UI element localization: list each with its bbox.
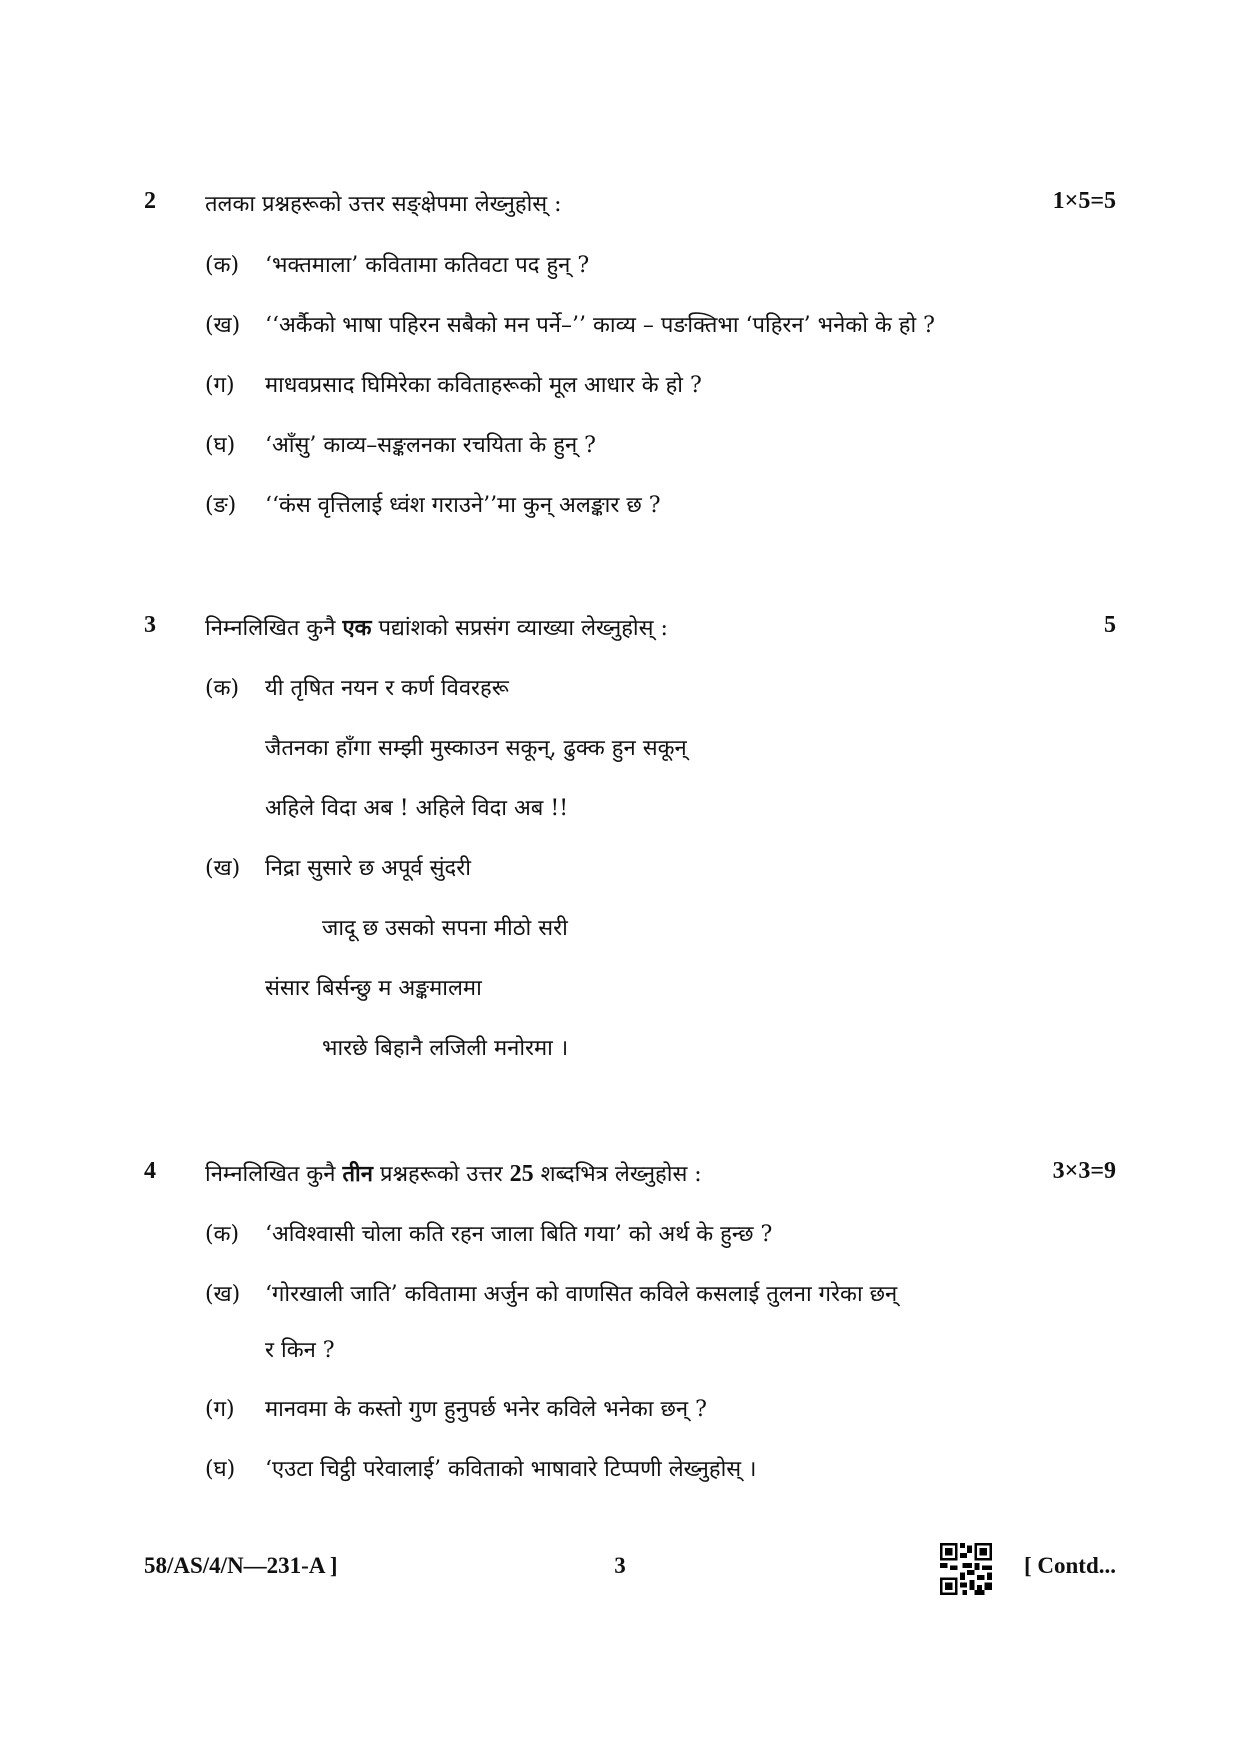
passage-line: भारछे बिहानै लजिली मनोरमा । — [322, 1036, 569, 1061]
paper-code: 58/AS/4/N—231-A ] — [144, 1553, 338, 1578]
item-label: (ङ) — [205, 493, 237, 518]
question-instruction — [205, 1158, 702, 1188]
passage-line: जैतनका हाँगा सम्झी मुस्काउन सकून्, ढुक्क हुन सकून् — [265, 736, 687, 761]
item-text-continuation: र किन ? — [265, 1338, 335, 1363]
qr-code-icon — [940, 1543, 992, 1595]
question-marks: 1×5=5 — [1052, 188, 1116, 214]
item-text: ‘अविश्वासी चोला कति रहन जाला बिति गया’ को अर्थ के हुन्छ ? — [265, 1222, 773, 1247]
item-label: (क) — [205, 253, 240, 278]
instruction-emphasis: तीन — [342, 1161, 373, 1187]
item-text: ‘‘कंस वृत्तिलाई ध्वंश गराउने’’मा कुन् अलङ्कार छ ? — [265, 493, 661, 518]
item-text: ‘एउटा चिट्ठी परेवालाई’ कविताको भाषावारे टिप्पणी लेख्नुहोस् । — [265, 1457, 757, 1482]
question-instruction: तलका प्रश्नहरूको उत्तर सङ्क्षेपमा लेख्नुहोस् : — [205, 192, 562, 217]
item-label: (घ) — [205, 433, 236, 458]
page-number: 3 — [614, 1553, 626, 1578]
passage-line: अहिले विदा अब ! अहिले विदा अब !! — [265, 796, 569, 821]
question-number: 4 — [144, 1158, 156, 1184]
question-marks: 5 — [1104, 612, 1116, 638]
question-number: 2 — [144, 188, 156, 214]
instruction-part: निम्नलिखित कुनै — [205, 1162, 336, 1187]
question-instruction — [205, 612, 668, 642]
item-label: (ख) — [205, 1282, 241, 1307]
continued-label: [ Contd... — [1023, 1553, 1116, 1578]
instruction-emphasis: 25 — [509, 1161, 534, 1187]
instruction-part: निम्नलिखित कुनै — [205, 616, 336, 641]
item-text: मानवमा के कस्तो गुण हुनुपर्छ भनेर कविले भनेका छन् ? — [265, 1397, 707, 1422]
passage-label: (क) — [205, 676, 240, 701]
item-text: ‘गोरखाली जाति’ कवितामा अर्जुन को वाणसित कविले कसलाई तुलना गरेका छन् — [265, 1282, 898, 1307]
passage-line: संसार बिर्सन्छु म अङ्कमालमा — [265, 976, 482, 1001]
passage-line: निद्रा सुसारे छ अपूर्व सुंदरी — [265, 856, 471, 881]
passage-line: यी तृषित नयन र कर्ण विवरहरू — [265, 676, 509, 701]
item-label: (क) — [205, 1222, 240, 1247]
passage-label: (ख) — [205, 856, 241, 881]
instruction-part: पद्यांशको सप्रसंग व्याख्या लेख्नुहोस् : — [378, 616, 668, 641]
passage-line: जादू छ उसको सपना मीठो सरी — [322, 916, 568, 941]
item-label: (ग) — [205, 373, 235, 398]
item-text: ‘भक्तमाला’ कवितामा कतिवटा पद हुन् ? — [265, 253, 590, 278]
item-label: (घ) — [205, 1457, 236, 1482]
instruction-emphasis: एक — [342, 615, 372, 641]
question-marks: 3×3=9 — [1052, 1158, 1116, 1184]
item-label: (ख) — [205, 313, 241, 338]
instruction-part: प्रश्नहरूको उत्तर — [379, 1162, 503, 1187]
item-text: ‘आँसु’ काव्य–सङ्कलनका रचयिता के हुन् ? — [265, 433, 596, 458]
page-footer — [0, 1553, 1240, 1593]
question-number: 3 — [144, 612, 156, 638]
instruction-part: शब्दभित्र लेख्नुहोस : — [540, 1162, 702, 1187]
item-text: ‘‘अर्कैको भाषा पहिरन सबैको मन पर्ने–’’ काव्य – पङक्तिभा ‘पहिरन’ भनेको के हो ? — [265, 313, 935, 338]
item-label: (ग) — [205, 1397, 235, 1422]
item-text: माधवप्रसाद घिमिरेका कविताहरूको मूल आधार के हो ? — [265, 373, 702, 398]
